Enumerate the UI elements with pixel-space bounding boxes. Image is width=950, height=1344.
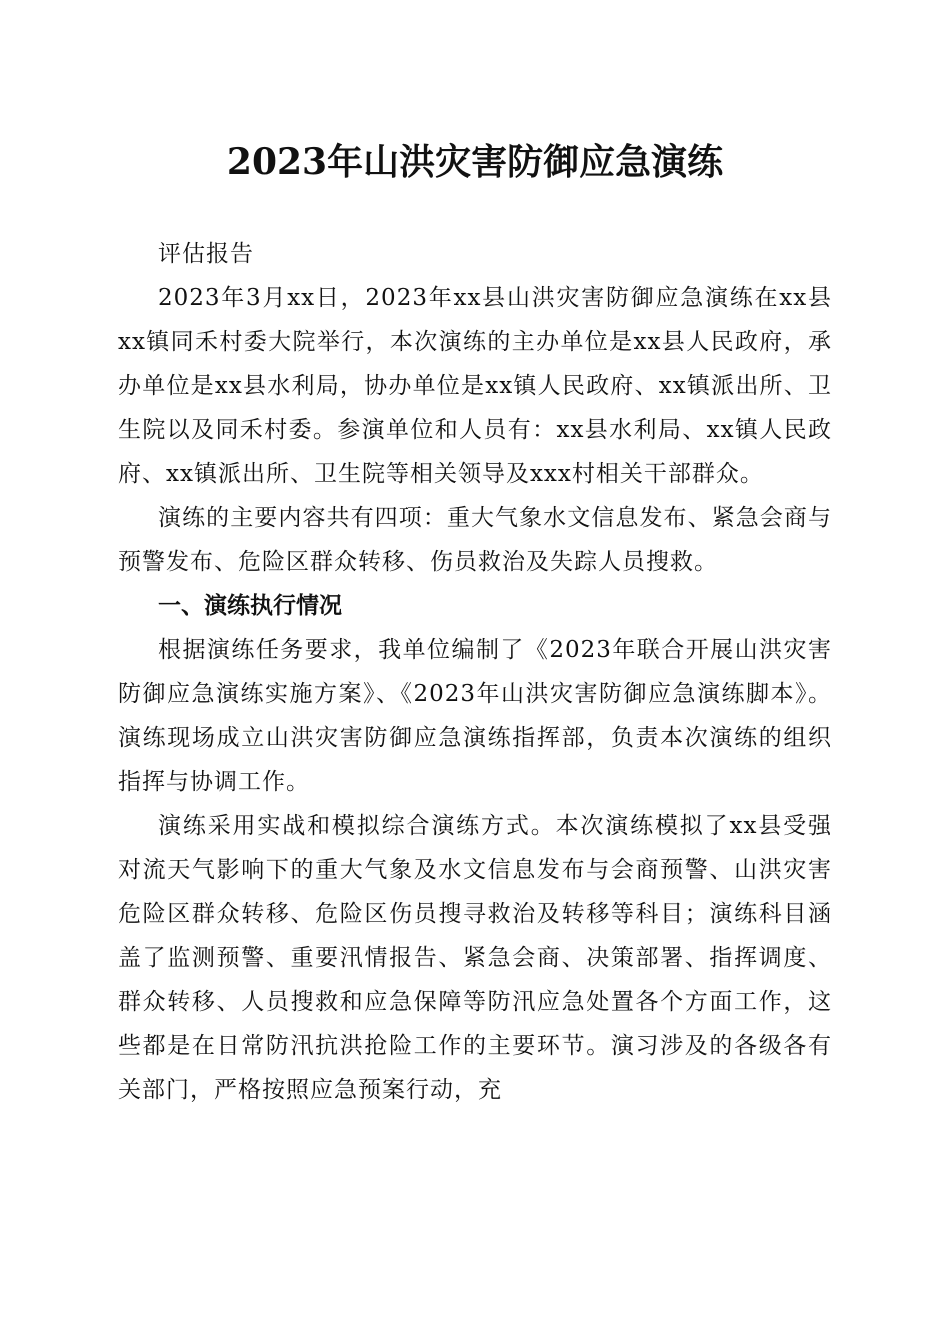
content-summary-paragraph: 演练的主要内容共有四项：重大气象水文信息发布、紧急会商与预警发布、危险区群众转移、伤员救治及失踪人员搜救。	[118, 505, 832, 575]
subtitle-paragraph: 评估报告	[158, 241, 254, 267]
section-heading: 一、演练执行情况	[158, 593, 342, 619]
document-title: 2023年山洪灾害防御应急演练	[226, 141, 724, 183]
section-paragraph: 根据演练任务要求，我单位编制了《2023年联合开展山洪灾害防御应急演练实施方案》、《2023年山洪灾害防御应急演练脚本》。演练现场成立山洪灾害防御应急演练指挥部，负责本次演练的组织指挥与协调工作。	[118, 637, 832, 795]
section-paragraph: 演练采用实战和模拟综合演练方式。本次演练模拟了xx县受强对流天气影响下的重大气象及水文信息发布与会商预警、山洪灾害危险区群众转移、危险区伤员搜寻救治及转移等科目；演练科目涵盖了监测预警、重要汛情报告、紧急会商、决策部署、指挥调度、群众转移、人员搜救和应急保障等防汛应急处置各个方面工作，这些都是在日常防汛抗洪抢险工作的主要环节。演习涉及的各级各有关部门，严格按照应急预案行动，充	[118, 813, 832, 1103]
intro-paragraph: 2023年3月xx日，2023年xx县山洪灾害防御应急演练在xx县xx镇同禾村委大院举行，本次演练的主办单位是xx县人民政府，承办单位是xx县水利局，协办单位是xx镇人民政府、xx镇派出所、卫生院以及同禾村委。参演单位和人员有：xx县水利局、xx镇人民政府、xx镇派出所、卫生院等相关领导及xxx村相关干部群众。	[118, 285, 832, 487]
document-body	[118, 232, 832, 1112]
